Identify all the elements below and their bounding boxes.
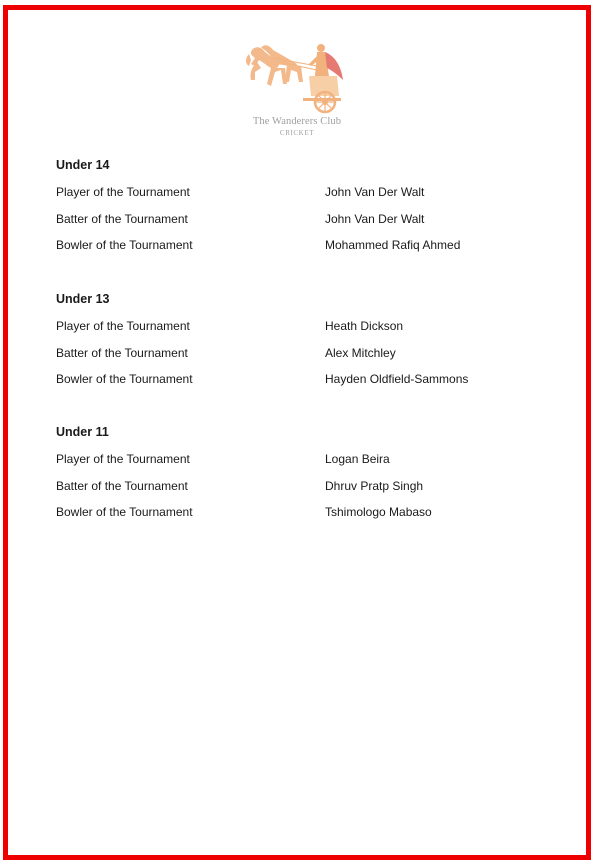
award-winner: Hayden Oldfield-Sammons [325,372,469,387]
award-winner: John Van Der Walt [325,185,425,199]
award-label: Bowler of the Tournament [56,372,193,387]
award-label: Batter of the Tournament [56,211,188,226]
section-title: Under 14 [56,158,110,172]
award-label: Batter of the Tournament [56,345,188,360]
award-winner: Mohammed Rafiq Ahmed [325,238,461,253]
award-row [56,505,516,532]
award-row [56,346,516,373]
award-winner: Alex Mitchley [325,345,396,360]
award-winner: Dhruv Pratp Singh [325,478,424,493]
award-winner: Logan Beira [325,452,390,466]
award-row [56,185,516,212]
award-label: Batter of the Tournament [56,478,188,493]
award-winner: Heath Dickson [325,319,404,333]
award-label: Player of the Tournament [56,319,190,333]
section-under-11 [56,425,516,532]
award-winner: Tshimologo Mabaso [325,505,432,520]
section-title: Under 11 [56,425,109,439]
club-name: The Wanderers Club [252,116,342,127]
section-under-13 [56,292,516,399]
section-title: Under 13 [56,292,110,306]
award-label: Bowler of the Tournament [56,505,193,520]
award-row [56,479,516,506]
award-label: Bowler of the Tournament [56,238,193,253]
award-row [56,319,516,346]
award-row [56,372,516,399]
award-label: Player of the Tournament [56,185,190,199]
award-row [56,238,516,265]
award-row [56,212,516,239]
award-label: Player of the Tournament [56,452,190,466]
chariot-icon [243,40,347,116]
section-under-14 [56,158,516,265]
award-row [56,452,516,479]
award-winner: John Van Der Walt [325,211,425,226]
club-subtitle: CRICKET [279,129,315,137]
